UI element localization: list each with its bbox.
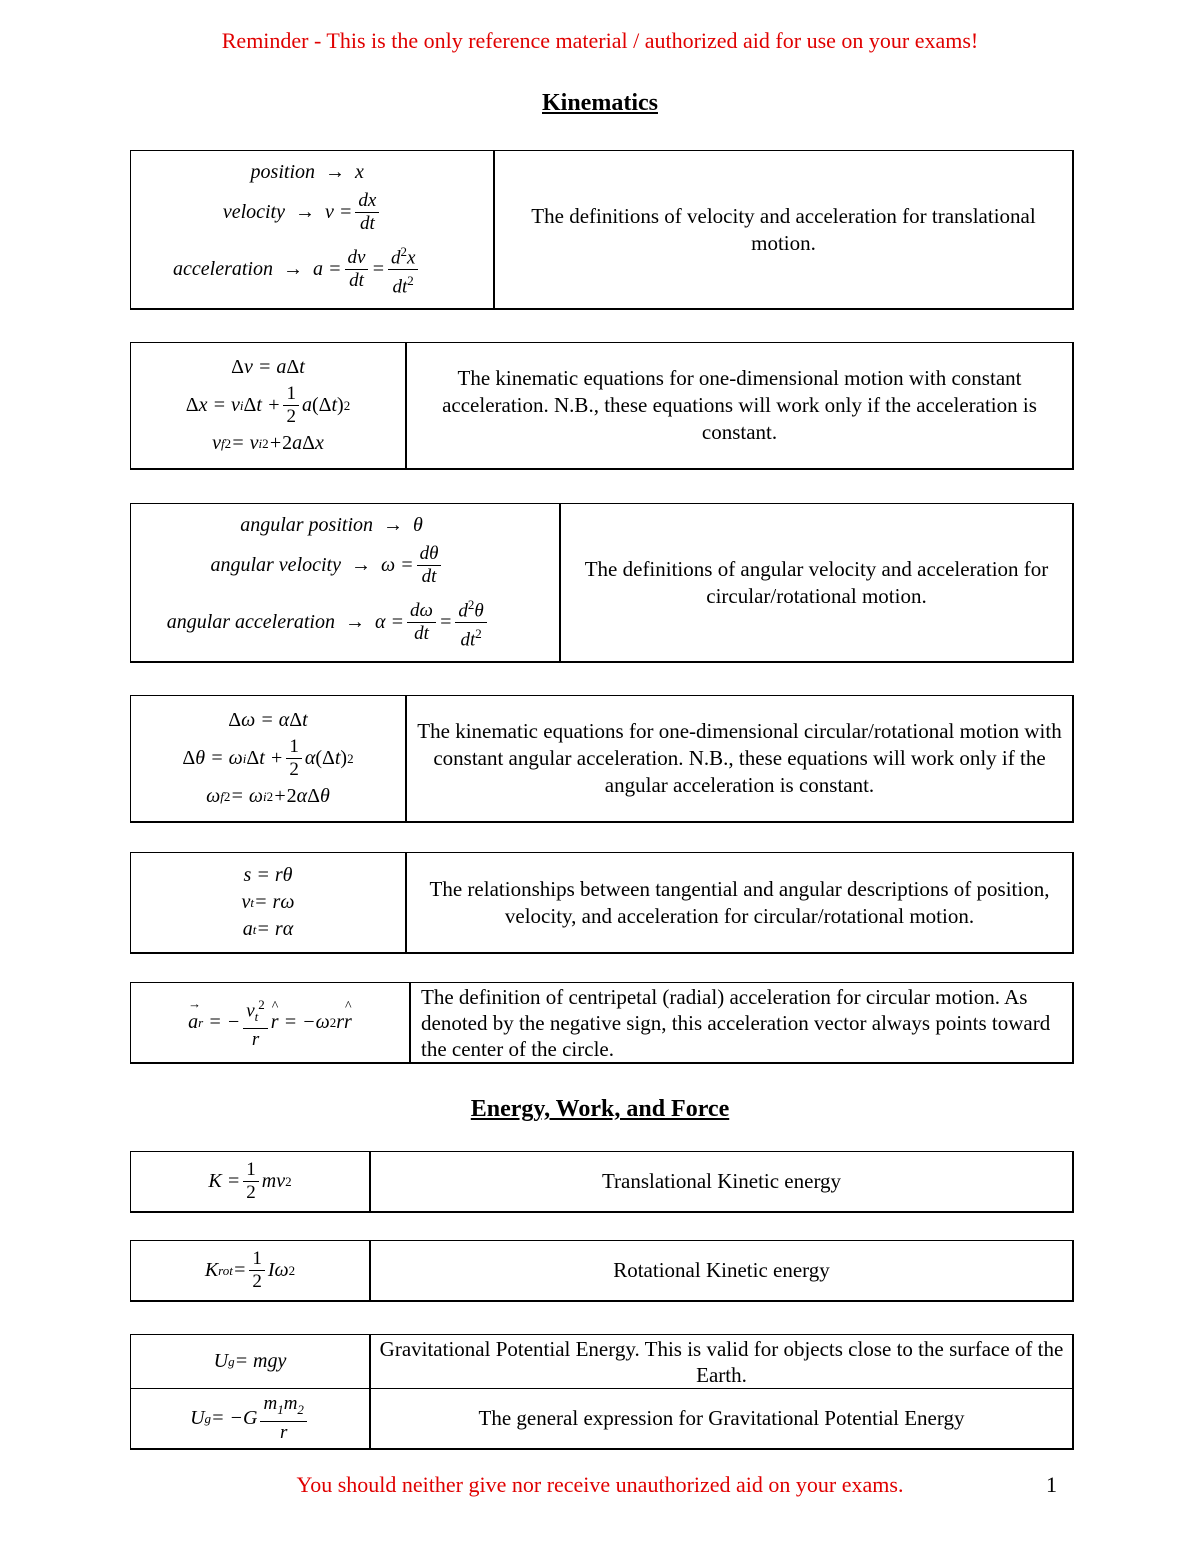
- position-label: position: [250, 160, 315, 183]
- reminder-banner: Reminder - This is the only reference material / authorized aid for use on your exams!: [221, 28, 979, 53]
- equation-cell: [131, 504, 561, 661]
- formula-box-gravitational-potential: [130, 1334, 1074, 1450]
- description-cell: Translational Kinetic energy: [601, 1169, 842, 1193]
- equation-cell: K rot = $\frac{1}{2}$ Iω 2: [131, 1241, 371, 1300]
- formula-box-rotational-kinetic-energy: [130, 1240, 1074, 1302]
- description-cell: The definitions of velocity and acceleration for translational motion.: [531, 203, 1036, 255]
- equation-cell: s = rθ v t = rω a t = rα: [131, 853, 407, 952]
- equation-cell: Δ v = a Δ t Δ x = v i Δ t + $\frac{1}{2}$ a (Δ t ) 2 v f 2 = v i 2 + 2 a Δ x: [131, 343, 407, 468]
- angular-velocity-label: angular velocity: [210, 553, 341, 576]
- equation-cell: Δ ω = α Δ t Δ θ = ω i Δ t + $\frac{1}{2}$ α (Δ t ) 2 ω f 2 = ω i 2 + 2 α Δ θ: [131, 696, 407, 821]
- formula-box-centripetal-acceleration: [130, 982, 1074, 1064]
- description-cell: Gravitational Potential Energy. This is valid for objects close to the surface of the Earth.: [379, 1336, 1064, 1387]
- description-cell: The kinematic equations for one-dimensional circular/rotational motion with constant angular acceleration. N.B., these equations will work only if the angular acceleration is constant.: [417, 719, 1062, 797]
- description-cell: The definitions of angular velocity and acceleration for circular/rotational motion.: [584, 556, 1049, 608]
- equation-cell: K = $\frac{1}{2}$ mv 2: [131, 1152, 371, 1211]
- arrow-icon: →: [325, 160, 345, 183]
- table-row: [131, 1388, 1072, 1448]
- equation-cell: [131, 151, 495, 308]
- angular-position-label: angular position: [240, 513, 373, 536]
- description-cell: The definition of centripetal (radial) acceleration for circular motion. As denoted by the negative sign, this acceleration vector always points toward the center of the circle.: [421, 984, 1051, 1061]
- angular-acceleration-label: angular acceleration: [166, 611, 335, 633]
- section-title-kinematics: Kinematics: [542, 90, 658, 116]
- description-cell: The kinematic equations for one-dimensional motion with constant acceleration. N.B., these equations will work only if the acceleration is constant.: [442, 366, 1037, 444]
- formula-box-constant-acceleration: [130, 342, 1074, 470]
- arrow-icon: →: [295, 200, 315, 223]
- equation-cell: → a r = − $\frac{v_t^2}{r}$ ^ r = −ω 2 r ^ r: [131, 983, 411, 1062]
- equation-cell: U g = −G $\frac{m_1m_2}{r}$: [131, 1389, 371, 1448]
- page-number: 1: [1046, 1472, 1057, 1497]
- description-cell: The relationships between tangential and angular descriptions of position, velocity, and acceleration for circular/rotational motion.: [429, 876, 1050, 928]
- formula-box-translational-definitions: [130, 150, 1074, 310]
- velocity-label: velocity: [222, 200, 285, 223]
- formula-box-constant-angular-acceleration: [130, 695, 1074, 823]
- footer-notice: You should neither give nor receive unauthorized aid on your exams.: [296, 1472, 904, 1497]
- description-cell: The general expression for Gravitational Potential Energy: [478, 1406, 965, 1431]
- angular-velocity-definition: angular velocity → ω = $\frac{d\theta}{dt}$: [141, 543, 444, 588]
- table-row: [131, 1335, 1072, 1388]
- arrow-icon: →: [345, 611, 365, 633]
- angular-acceleration-definition: angular acceleration → α = $\frac{d\omega}{dt}$ = $\frac{d^2\theta}{dt^2}$: [141, 594, 490, 652]
- equation-cell: U g = mgy: [131, 1335, 371, 1388]
- formula-box-tangential-relations: [130, 852, 1074, 954]
- description-cell: Rotational Kinetic energy: [613, 1258, 830, 1282]
- formula-box-angular-definitions: [130, 503, 1074, 663]
- arrow-icon: →: [383, 513, 403, 536]
- acceleration-label: acceleration: [173, 258, 273, 280]
- position-definition: position → x: [155, 161, 364, 184]
- formula-box-kinetic-energy: [130, 1151, 1074, 1213]
- arrow-icon: →: [283, 258, 303, 280]
- acceleration-definition: acceleration → a = $\frac{dv}{dt}$ = $\frac{d^2x}{dt^2}$: [155, 241, 421, 299]
- velocity-definition: velocity → v = $\frac{dx}{dt}$: [155, 190, 382, 235]
- section-title-energy: Energy, Work, and Force: [470, 1096, 730, 1122]
- arrow-icon: →: [351, 553, 371, 576]
- angular-position-definition: angular position → θ: [141, 514, 423, 537]
